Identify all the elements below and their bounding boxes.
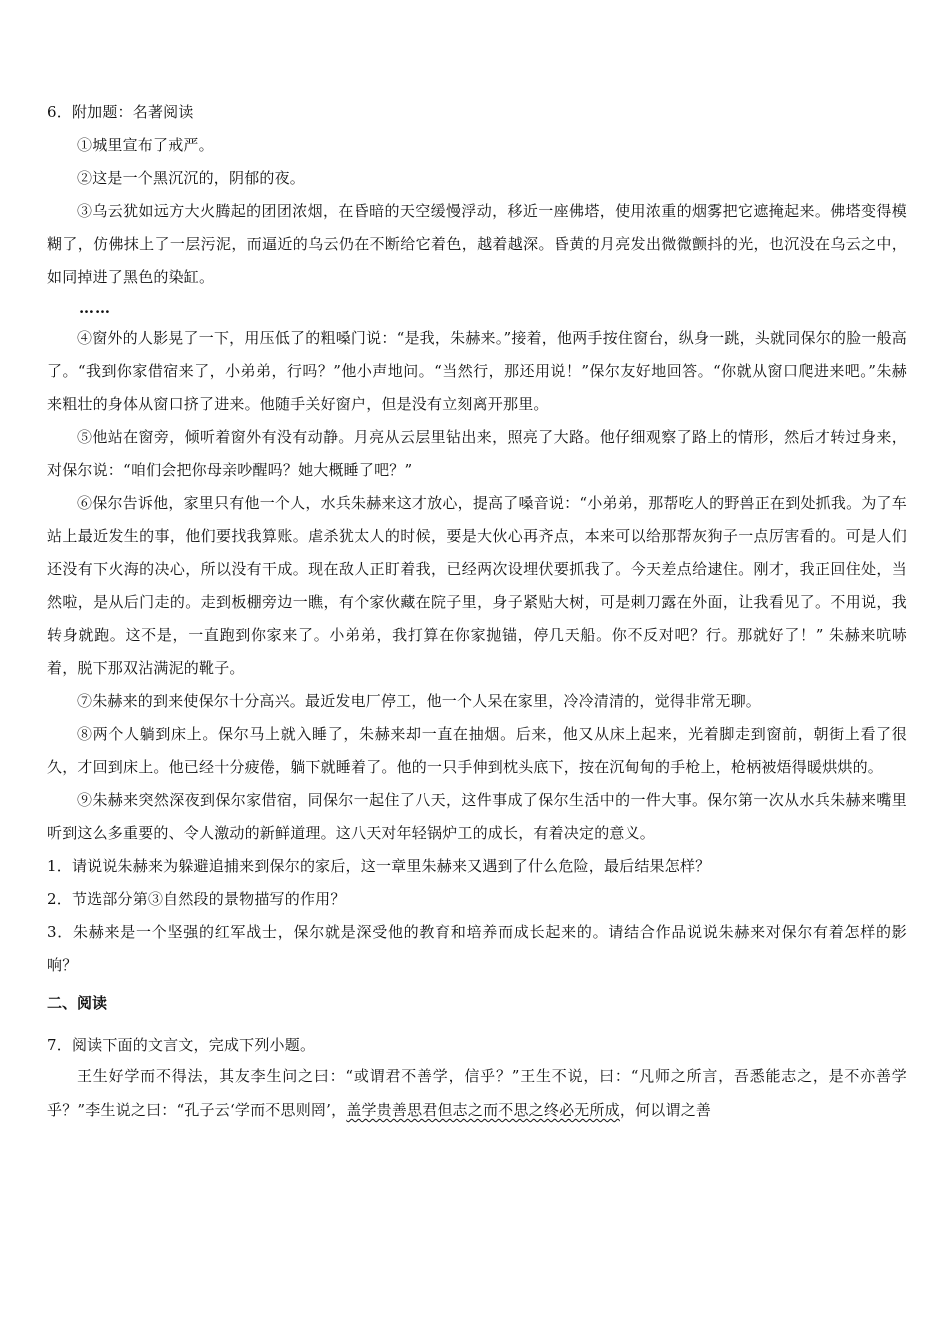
passage-paragraph-7: ⑦朱赫来的到来使保尔十分高兴。最近发电厂停工，他一个人呆在家里，冷冷清清的，觉得非常无聊。 [77, 692, 762, 710]
passage-paragraph-3: ③乌云犹如远方大火腾起的团团浓烟，在昏暗的天空缓慢浮动，移近一座佛塔，使用浓重的烟雾把它遮掩起来。佛塔变得模糊了，仿佛抹上了一层污泥，而逼近的乌云仍在不断给它着色，越着越深。昏黄的月亮发出微微颤抖的光，也沉没在乌云之中，如同掉进了黑色的染缸。 [47, 202, 907, 286]
question-6-title: 6．附加题：名著阅读 [47, 103, 194, 121]
passage-ellipsis: …… [79, 299, 111, 317]
sub-question-2: 2．节选部分第③自然段的景物描写的作用？ [47, 890, 346, 908]
passage-paragraph-9: ⑨朱赫来突然深夜到保尔家借宿，同保尔一起住了八天，这件事成了保尔生活中的一件大事。保尔第一次从水兵朱赫来嘴里听到这么多重要的、令人激动的新鲜道理。这八天对年轻锅炉工的成长，有着决定的意义。 [47, 791, 907, 842]
passage-paragraph-6: ⑥保尔告诉他，家里只有他一个人，水兵朱赫来这才放心，提高了嗓音说：“小弟弟，那帮吃人的野兽正在到处抓我。为了车站上最近发生的事，他们要找我算账。虐杀犹太人的时候，要是大伙心再齐点，本来可以给那帮灰狗子一点厉害看的。可是人们还没有下火海的决心，所以没有干成。现在敌人正盯着我，已经两次设埋伏要抓我了。今天差点给逮住。刚才，我正回住处，当然啦，是从后门走的。走到板棚旁边一瞧，有个家伙藏在院子里，身子紧贴大树，可是刺刀露在外面，让我看见了。不用说，我转身就跑。这不是，一直跑到你家来了。小弟弟，我打算在你家抛锚，停几天船。你不反对吧？行。那就好了！” 朱赫来吭哧着，脱下那双沾满泥的靴子。 [47, 494, 907, 677]
underlined-sentence: 盖学贵善思君但志之而不思之终必无所成 [346, 1101, 620, 1119]
passage-paragraph-5: ⑤他站在窗旁，倾听着窗外有没有动静。月亮从云层里钻出来，照亮了大路。他仔细观察了路上的情形，然后才转过身来，对保尔说：“咱们会把你母亲吵醒吗？她大概睡了吧？” [47, 428, 907, 479]
passage-paragraph-4: ④窗外的人影晃了一下，用压低了的粗嗓门说：“是我，朱赫来。”接着，他两手按住窗台，纵身一跳，头就同保尔的脸一般高了。“我到你家借宿来了，小弟弟，行吗？”他小声地问。“当然行，那还用说！”保尔友好地回答。“你就从窗口爬进来吧。”朱赫来粗壮的身体从窗口挤了进来。他随手关好窗户，但是没有立刻离开那里。 [47, 329, 907, 413]
passage-paragraph-8: ⑧两个人躺到床上。保尔马上就入睡了，朱赫来却一直在抽烟。后来，他又从床上起来，光着脚走到窗前，朝街上看了很久，才回到床上。他已经十分疲倦，躺下就睡着了。他的一只手伸到枕头底下，按在沉甸甸的手枪上，枪柄被焐得暖烘烘的。 [47, 725, 907, 776]
classical-text-continued: ，何以谓之善 [619, 1101, 712, 1119]
sub-question-1: 1．请说说朱赫来为躲避追捕来到保尔的家后，这一章里朱赫来又遇到了什么危险，最后结果怎样？ [47, 857, 711, 875]
classical-text-start: 王生好学而不得法，其友李生问之曰：“或谓君不善学，信乎？”王生不说，曰：“凡师之所言，吾悉能志之，是不亦善学乎？”李生说之曰：“孔子云‘学而不思则罔’， [47, 1067, 907, 1119]
passage-paragraph-2: ②这是一个黑沉沉的，阴郁的夜。 [77, 169, 306, 187]
section-heading-reading: 二、阅读 [47, 994, 108, 1012]
document-content [47, 96, 907, 1127]
classical-chinese-passage [47, 1059, 907, 1127]
question-7-title: 7．阅读下面的文言文，完成下列小题。 [47, 1036, 316, 1054]
passage-paragraph-1: ①城里宣布了戒严。 [77, 136, 214, 154]
sub-question-3: 3．朱赫来是一个坚强的红军战士，保尔就是深受他的教育和培养而成长起来的。请结合作品说说朱赫来对保尔有着怎样的影响？ [47, 923, 907, 974]
